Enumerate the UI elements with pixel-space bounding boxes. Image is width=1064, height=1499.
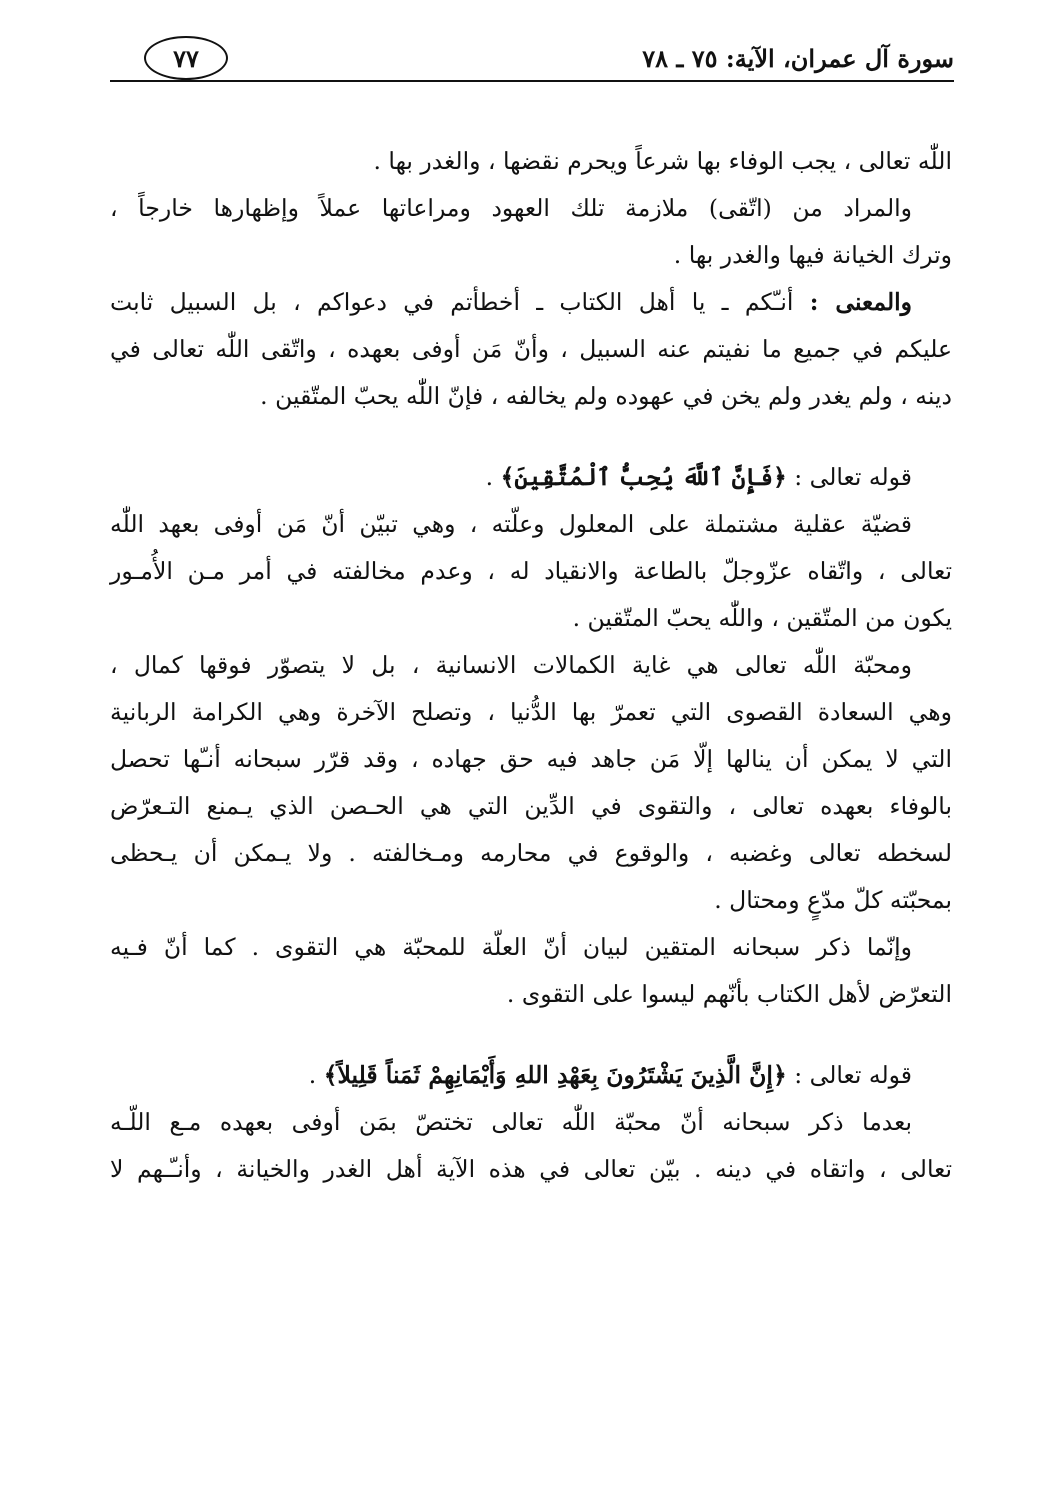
text-line <box>110 279 952 326</box>
text-line: دينه ، ولم يغدر ولم يخن في عهوده ولم يخالفه ، فإنّ اللّٰه يحبّ المتّقين . <box>260 382 952 410</box>
text-line: التعرّض لأهل الكتاب بأنّهم ليسوا على التقوى . <box>506 980 952 1008</box>
verse-heading <box>110 454 952 501</box>
text-line-rest: أنـّكم ـ يا أهل الكتاب ـ أخطأتم في دعواكم ، بل السبيل ثابت <box>110 288 794 316</box>
text-line: تعالى ، واتقاه في دينه . بيّن تعالى في هذه الآية أهل الغدر والخيانة ، وأنـّـهم لا <box>110 1155 952 1183</box>
text-line: وهي السعادة القصوى التي تعمرّ بها الدُّنيا ، وتصلح الآخرة وهي الكرامة الربانية <box>110 698 952 726</box>
surah-title: سورة آل عمران، الآية: ٧٥ ـ ٧٨ <box>642 43 954 73</box>
paragraph <box>110 642 952 924</box>
quran-verse: ﴿إِنَّ الَّذِينَ يَشْتَرُونَ بِعَهْدِ اللهِ وَأَيْمَانِهِمْ ثَمَناً قَلِيلاً﴾ <box>323 1061 787 1089</box>
verse-tail: . <box>485 463 494 491</box>
text-line <box>110 454 952 501</box>
paragraph <box>110 185 952 279</box>
paragraph <box>110 1099 952 1193</box>
verse-lead: قوله تعالى : <box>794 463 912 491</box>
text-line: وإنّما ذكر سبحانه المتقين لبيان أنّ العلّة للمحبّة هي التقوى . كما أنّ فـيه <box>110 933 912 961</box>
text-line: التي لا يمكن أن ينالها إلّا مَن جاهد فيه حق جهاده ، وقد قرّر سبحانه أنـّها تحصل <box>110 745 952 773</box>
paragraph <box>110 501 952 642</box>
text-line: لسخطه تعالى وغضبه ، والوقوع في محارمه ومـخالفته . ولا يـمكن أن يـحظى <box>110 839 952 867</box>
header-rule <box>110 80 954 82</box>
verse-heading <box>110 1052 952 1099</box>
paragraph <box>110 279 952 420</box>
running-head <box>110 36 954 80</box>
text-line: ومحبّة اللّٰه تعالى هي غاية الكمالات الانسانية ، بل لا يتصوّر فوقها كمال ، <box>110 651 912 679</box>
text-line: تعالى ، واتّقاه عزّوجلّ بالطاعة والانقياد له ، وعدم مخالفته في أمر مـن الأُمـور <box>110 557 952 585</box>
text-line: يكون من المتّقين ، واللّٰه يحبّ المتّقين . <box>572 604 952 632</box>
verse-lead: قوله تعالى : <box>794 1061 912 1089</box>
text-line: بعدما ذكر سبحانه أنّ محبّة اللّٰه تعالى تختصّ بمَن أوفى بعهده مـع اللّـه <box>110 1108 912 1136</box>
quran-verse: ﴿فَإِنَّ ٱللَّهَ يُحِبُّ ٱلْمُتَّقِينَ﴾ <box>500 463 787 491</box>
paragraph <box>110 138 952 185</box>
body-text <box>110 138 952 1193</box>
text-line: بالوفاء بعهده تعالى ، والتقوى في الدِّين التي هي الحـصن الذي يـمنع التـعرّض <box>110 792 952 820</box>
text-line: اللّٰه تعالى ، يجب الوفاء بها شرعاً ويحرم نقضها ، والغدر بها . <box>373 147 952 175</box>
text-line: والمراد من (اتّقى) ملازمة تلك العهود ومراعاتها عملاً وإظهارها خارجاً ، <box>110 194 912 222</box>
paragraph <box>110 924 952 1018</box>
text-line: وترك الخيانة فيها والغدر بها . <box>673 241 952 269</box>
text-line: بمحبّته كلّ مدّعٍ ومحتال . <box>714 886 952 914</box>
page-number: ٧٧ <box>144 36 228 80</box>
lead-word: والمعنى : <box>809 288 912 316</box>
text-line <box>110 1052 952 1099</box>
text-line: عليكم في جميع ما نفيتم عنه السبيل ، وأنّ مَن أوفى بعهده ، واتّقى اللّٰه تعالى في <box>110 335 952 363</box>
text-line: قضيّة عقلية مشتملة على المعلول وعلّته ، وهي تبيّن أنّ مَن أوفى بعهد اللّٰه <box>110 510 912 538</box>
verse-tail: . <box>308 1061 317 1089</box>
